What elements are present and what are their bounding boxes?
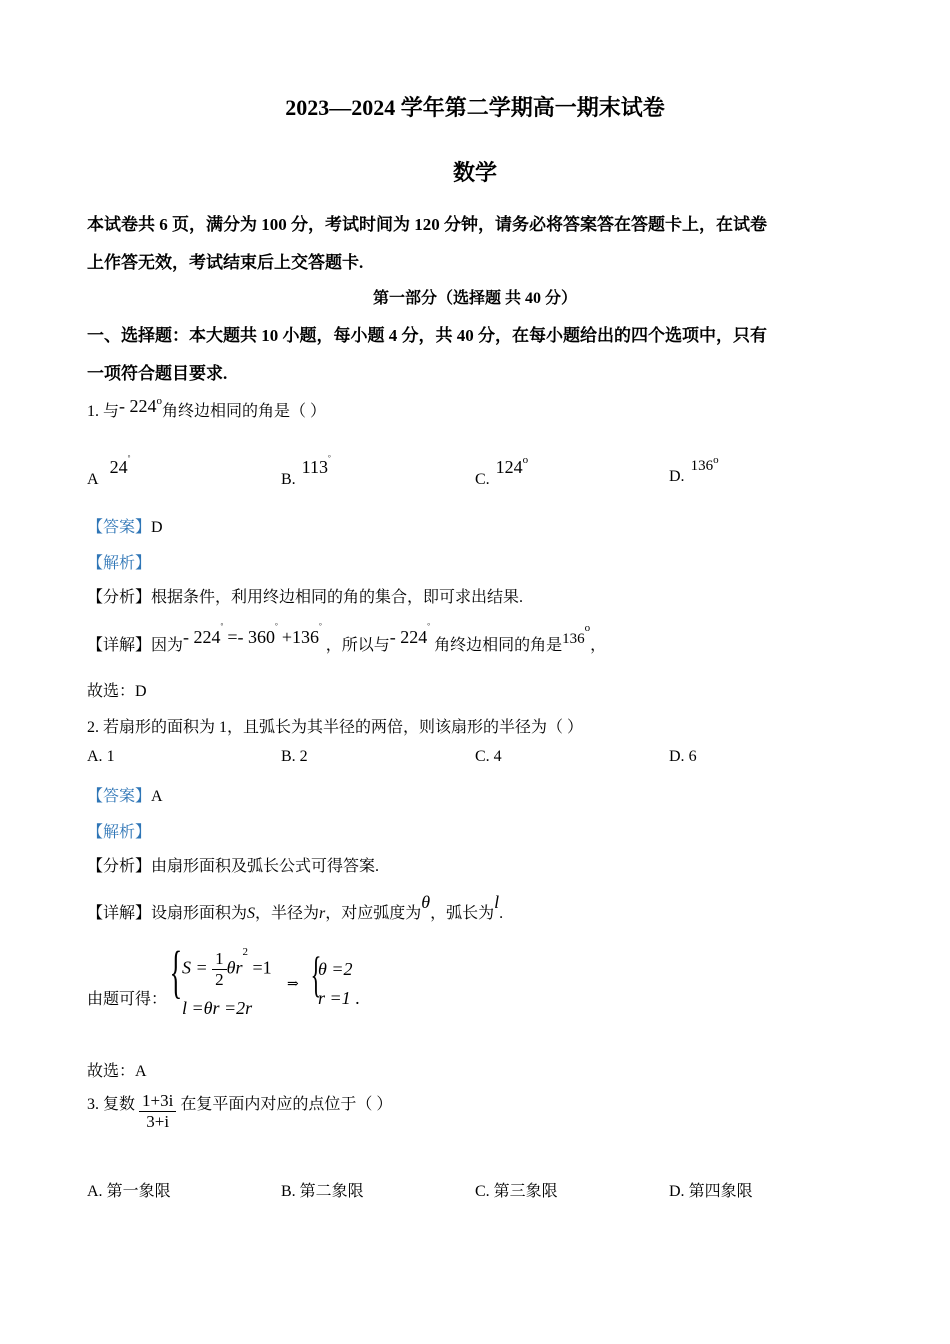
q2-right-brace: { (310, 946, 322, 1002)
part1-heading: 第一部分（选择题 共 40 分） (372, 290, 577, 307)
q2-system-intro: 由题可得： (87, 991, 168, 1008)
q1-option-d[interactable]: D. 136$^o$ (669, 454, 719, 485)
section-line-1: 一、选择题：本大题共 10 小题，每小题 4 分，共 40 分，在每小题给出的四个选项中，只有 (87, 326, 767, 345)
subject-title: 数学 (452, 160, 497, 185)
q1-option-c[interactable]: C. 124$^o$ (475, 454, 529, 488)
q3-option-d[interactable]: D. 第四象限 (669, 1183, 753, 1200)
q1-fenxi: 【分析】根据条件，利用终边相同的角的集合，即可求出结果. (87, 589, 524, 606)
intro-line-1: 本试卷共 6 页，满分为 100 分，考试时间为 120 分钟，请务必将答案答在答题卡上，在试卷 (87, 215, 767, 234)
q2-option-a[interactable]: A. 1 (87, 748, 115, 765)
section-line-2: 一项符合题目要求. (87, 364, 228, 383)
q1-stem: 1. 与- 224$^o$角终边相同的角是（ ） (87, 395, 327, 420)
q3-option-b[interactable]: B. 第二象限 (281, 1183, 364, 1200)
q1-option-b[interactable]: B. 113° (281, 454, 331, 488)
q2-answer: 【答案】A (87, 788, 163, 805)
q2-result-1: θ =2 (318, 959, 353, 979)
q2-stem: 2. 若扇形的面积为 1，且弧长为其半径的两倍，则该扇形的半径为（ ） (87, 719, 584, 736)
q2-option-c[interactable]: C. 4 (475, 748, 502, 765)
implies-arrow: ⇒ (287, 977, 299, 992)
q2-conclusion: 故选：A (87, 1063, 147, 1080)
q2-option-d[interactable]: D. 6 (669, 748, 697, 765)
q2-equation-2: l =θr =2r (182, 998, 253, 1018)
q1-conclusion: 故选：D (87, 683, 147, 700)
intro-line-2: 上作答无效，考试结束后上交答题卡. (87, 253, 364, 272)
page-title: 2023—2024 学年第二学期高一期末试卷 (285, 95, 665, 120)
q2-result-2: r =1 . (318, 988, 360, 1008)
q2-fenxi: 【分析】由扇形面积及弧长公式可得答案. (87, 858, 380, 875)
q2-left-brace: { (169, 939, 183, 1004)
q1-detail: 【详解】因为- 224° =- 360° +136° ，所以与- 224° 角终边相同的角是136$^o$， (87, 622, 607, 654)
q3-option-a[interactable]: A. 第一象限 (87, 1183, 171, 1200)
q2-option-b[interactable]: B. 2 (281, 748, 308, 765)
q2-analysis-tag: 【解析】 (87, 824, 152, 841)
q1-option-a[interactable]: A 24° (87, 454, 131, 488)
q2-detail: 【详解】设扇形面积为S，半径为r，对应弧度为θ，弧长为l. (87, 892, 504, 922)
q2-equation-1: S = $\frac{1}{2}$ $\theta r^2 =1$ (182, 946, 272, 989)
q3-option-c[interactable]: C. 第三象限 (475, 1183, 558, 1200)
q1-analysis-tag: 【解析】 (87, 555, 152, 572)
q1-answer: 【答案】D (87, 519, 163, 536)
q3-stem: 3. 复数 $\frac{1+3i}{3+i}$ 在复平面内对应的点位于（ ） (87, 1091, 393, 1131)
